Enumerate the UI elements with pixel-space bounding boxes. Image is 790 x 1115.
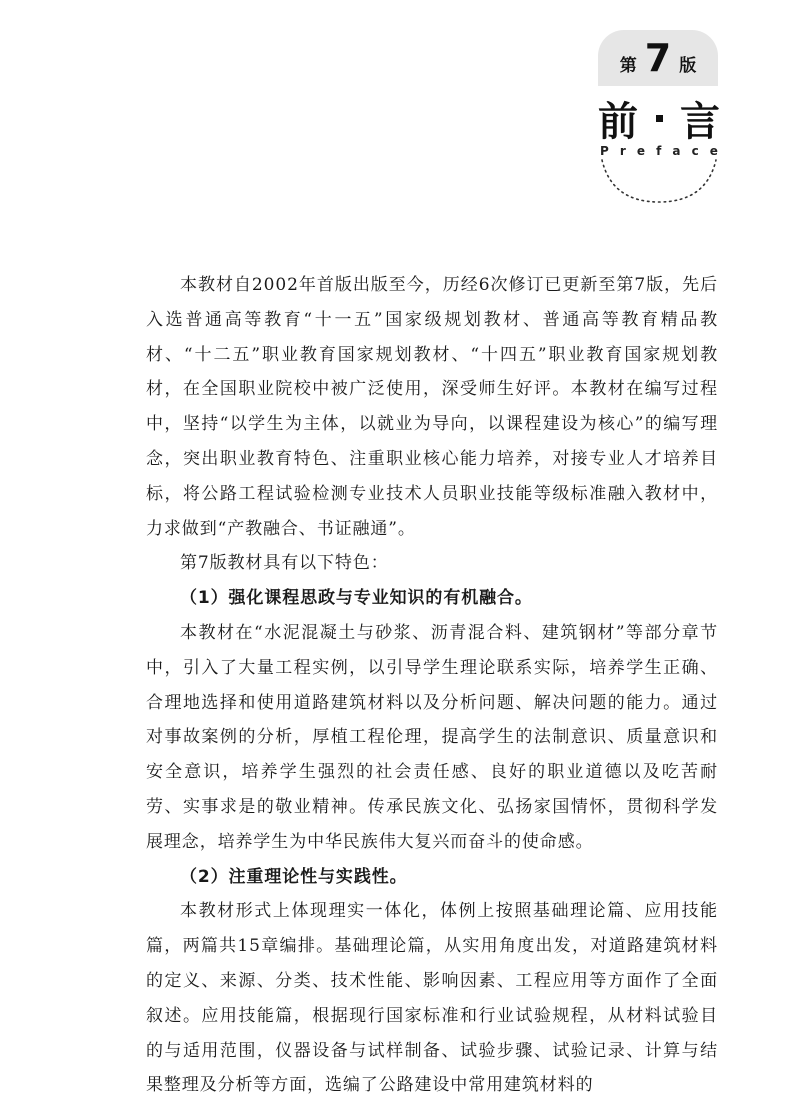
subtitle-letter: e bbox=[636, 144, 646, 158]
decorative-dotted-arc bbox=[594, 150, 724, 210]
subtitle-letter: f bbox=[656, 144, 662, 158]
paragraph-section-2: 本教材形式上体现理实一体化，体例上按照基础理论篇、应用技能篇，两篇共15章编排。基础理论篇，从实用角度出发，对道路建筑材料的定义、来源、分类、技术性能、影响因素、工程应用等方面作了全面叙述。应用技能篇，根据现行国家标准和行业试验规程，从材料试验目的与适用范围，仪器设备与试样制备、试验步骤、试验记录、计算与结果整理及分析等方面，选编了公路建设中常用建筑材料的 bbox=[146, 901, 718, 1096]
edition-prefix: 第 bbox=[619, 55, 637, 76]
subtitle-letter: e bbox=[709, 144, 718, 158]
section-heading-1: （1）强化课程思政与专业知识的有机融合。 bbox=[180, 588, 533, 609]
paragraph-section-1: 本教材在“水泥混凝土与砂浆、沥青混合料、建筑钢材”等部分章节中，引入了大量工程实例，以引导学生理论联系实际，培养学生正确、合理地选择和使用道路建筑材料以及分析问题、解决问题的能力。通过对事故案例的分析，厚植工程伦理，提高学生的法制意识、质量意识和安全意识，培养学生强烈的社会责任感、良好的职业道德以及吃苦耐劳、实事求是的敬业精神。传承民族文化、弘扬家国情怀，贯彻科学发展理念，培养学生为中华民族伟大复兴而奋斗的使命感。 bbox=[146, 622, 718, 852]
edition-number: 7 bbox=[644, 36, 672, 80]
title-separator-dot bbox=[656, 115, 663, 122]
subtitle-letter: r bbox=[619, 144, 626, 158]
paragraph-features-lead: 第7版教材具有以下特色： bbox=[180, 553, 389, 574]
edition-suffix: 版 bbox=[679, 55, 697, 76]
edition-tab bbox=[598, 30, 718, 86]
subtitle-letter: c bbox=[691, 144, 699, 158]
section-heading-2: （2）注重理论性与实践性。 bbox=[180, 866, 408, 887]
preface-body bbox=[146, 268, 718, 1103]
page-title bbox=[598, 90, 720, 147]
subtitle-letter: a bbox=[672, 144, 681, 158]
subtitle-letter: P bbox=[600, 144, 609, 158]
title-char-1: 前 bbox=[598, 99, 638, 145]
title-char-2: 言 bbox=[680, 99, 720, 145]
paragraph-intro: 本教材自2002年首版出版至今，历经6次修订已更新至第7版，先后入选普通高等教育“十一五”国家级规划教材、普通高等教育精品教材、“十二五”职业教育国家规划教材、“十四五”职业教育国家规划教材，在全国职业院校中被广泛使用，深受师生好评。本教材在编写过程中，坚持“以学生为主体，以就业为导向，以课程建设为核心”的编写理念，突出职业教育特色、注重职业核心能力培养，对接专业人才培养目标，将公路工程试验检测专业技术人员职业技能等级标准融入教材中，力求做到“产教融合、书证融通”。 bbox=[146, 275, 718, 539]
